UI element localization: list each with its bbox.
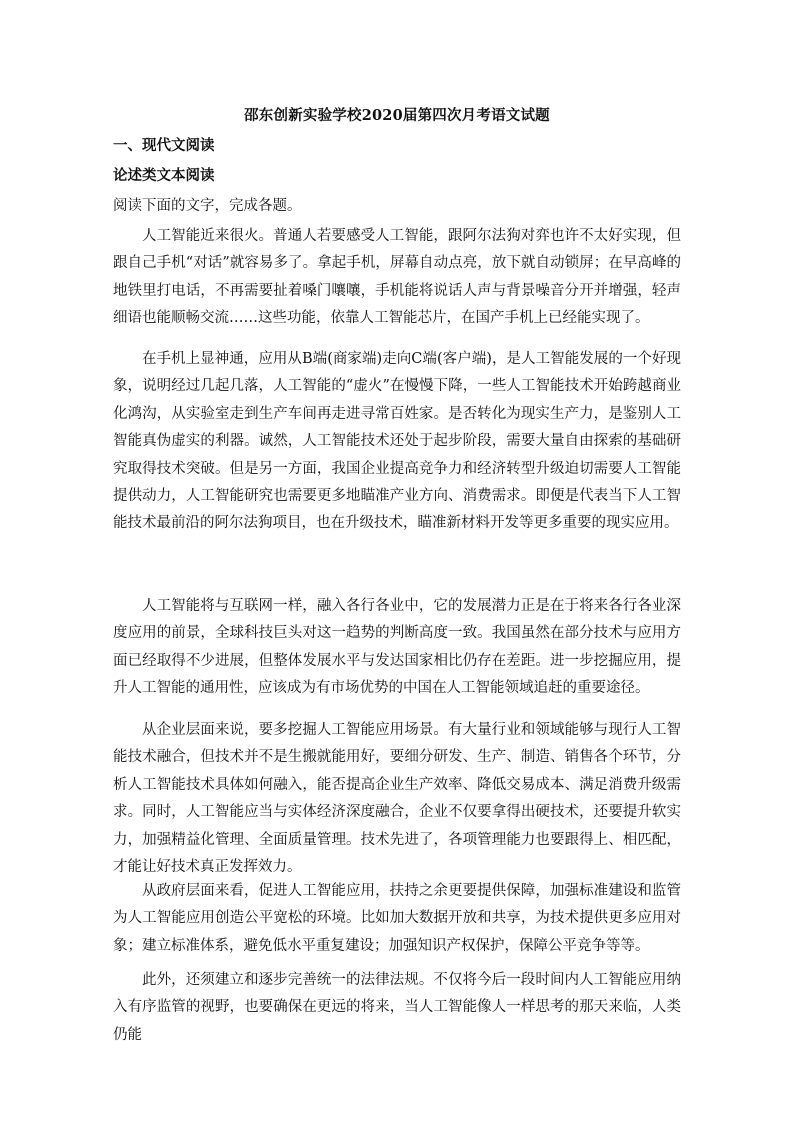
- exam-title: 邵东创新实验学校2020届第四次月考语文试题: [244, 107, 550, 124]
- section-heading: 一、现代文阅读: [113, 137, 215, 154]
- paragraph-1: 人工智能近来很火。普通人若要感受人工智能，跟阿尔法狗对弈也许不太好实现，但跟自己手机“对话”就容易多了。拿起手机，屏幕自动点亮，放下就自动锁屏；在早高峰的地铁里打电话，不再需要扯着嗓门嚷嚷，手机能将说话人声与背景噪音分开并增强，轻声细语也能顺畅交流……这些功能，依靠人工智能芯片，在国产手机上已经能实现了。: [113, 228, 681, 327]
- paragraph-4: 从企业层面来说，要多挖掘人工智能应用场景。有大量行业和领域能够与现行人工智能技术融合，但技术并不是生搬就能用好，要细分研发、生产、制造、销售各个环节，分析人工智能技术具体如何融入，能否提高企业生产效率、降低交易成本、满足消费升级需求。同时，人工智能应当与实体经济深度融合，企业不仅要拿得出硬技术，还要提升软实力，加强精益化管理、全面质量管理。技术先进了，各项管理能力也要跟得上、相匹配，才能让好技术真正发挥效力。: [113, 722, 681, 876]
- paragraph-5: 从政府层面来看，促进人工智能应用，扶持之余更要提供保障，加强标准建设和监管为人工智能应用创造公平宽松的环境。比如加大数据开放和共享，为技术提供更多应用对象；建立标准体系，避免低水平重复建设；加强知识产权保护，保障公平竞争等等。: [113, 883, 681, 954]
- paragraph-6: 此外，还须建立和逐步完善统一的法律法规。不仅将今后一段时间内人工智能应用纳入有序监管的视野，也要确保在更远的将来，当人工智能像人一样思考的那天来临，人类仍能: [113, 972, 681, 1043]
- instruction-text: 阅读下面的文字，完成各题。: [113, 198, 302, 214]
- subsection-heading: 论述类文本阅读: [113, 167, 215, 184]
- paragraph-3: 人工智能将与互联网一样，融入各行各业中，它的发展潜力正是在于将来各行各业深度应用的前景，全球科技巨头对这一趋势的判断高度一致。我国虽然在部分技术与应用方面已经取得不少进展，但整体发展水平与发达国家相比仍存在差距。进一步挖掘应用，提升人工智能的通用性，应该成为有市场优势的中国在人工智能领域追赶的重要途径。: [113, 598, 681, 697]
- paragraph-2: 在手机上显神通，应用从B端(商家端)走向C端(客户端)，是人工智能发展的一个好现象，说明经过几起几落，人工智能的“虚火”在慢慢下降，一些人工智能技术开始跨越商业化鸿沟，从实验室走到生产车间再走进寻常百姓家。是否转化为现实生产力，是鉴别人工智能真伪虚实的利器。诚然，人工智能技术还处于起步阶段，需要大量自由探索的基础研究取得技术突破。但是另一方面，我国企业提高竞争力和经济转型升级迫切需要人工智能提供动力，人工智能研究也需要更多地瞄准产业方向、消费需求。即便是代表当下人工智能技术最前沿的阿尔法狗项目，也在升级技术，瞄准新材料开发等更多重要的现实应用。: [113, 351, 681, 532]
